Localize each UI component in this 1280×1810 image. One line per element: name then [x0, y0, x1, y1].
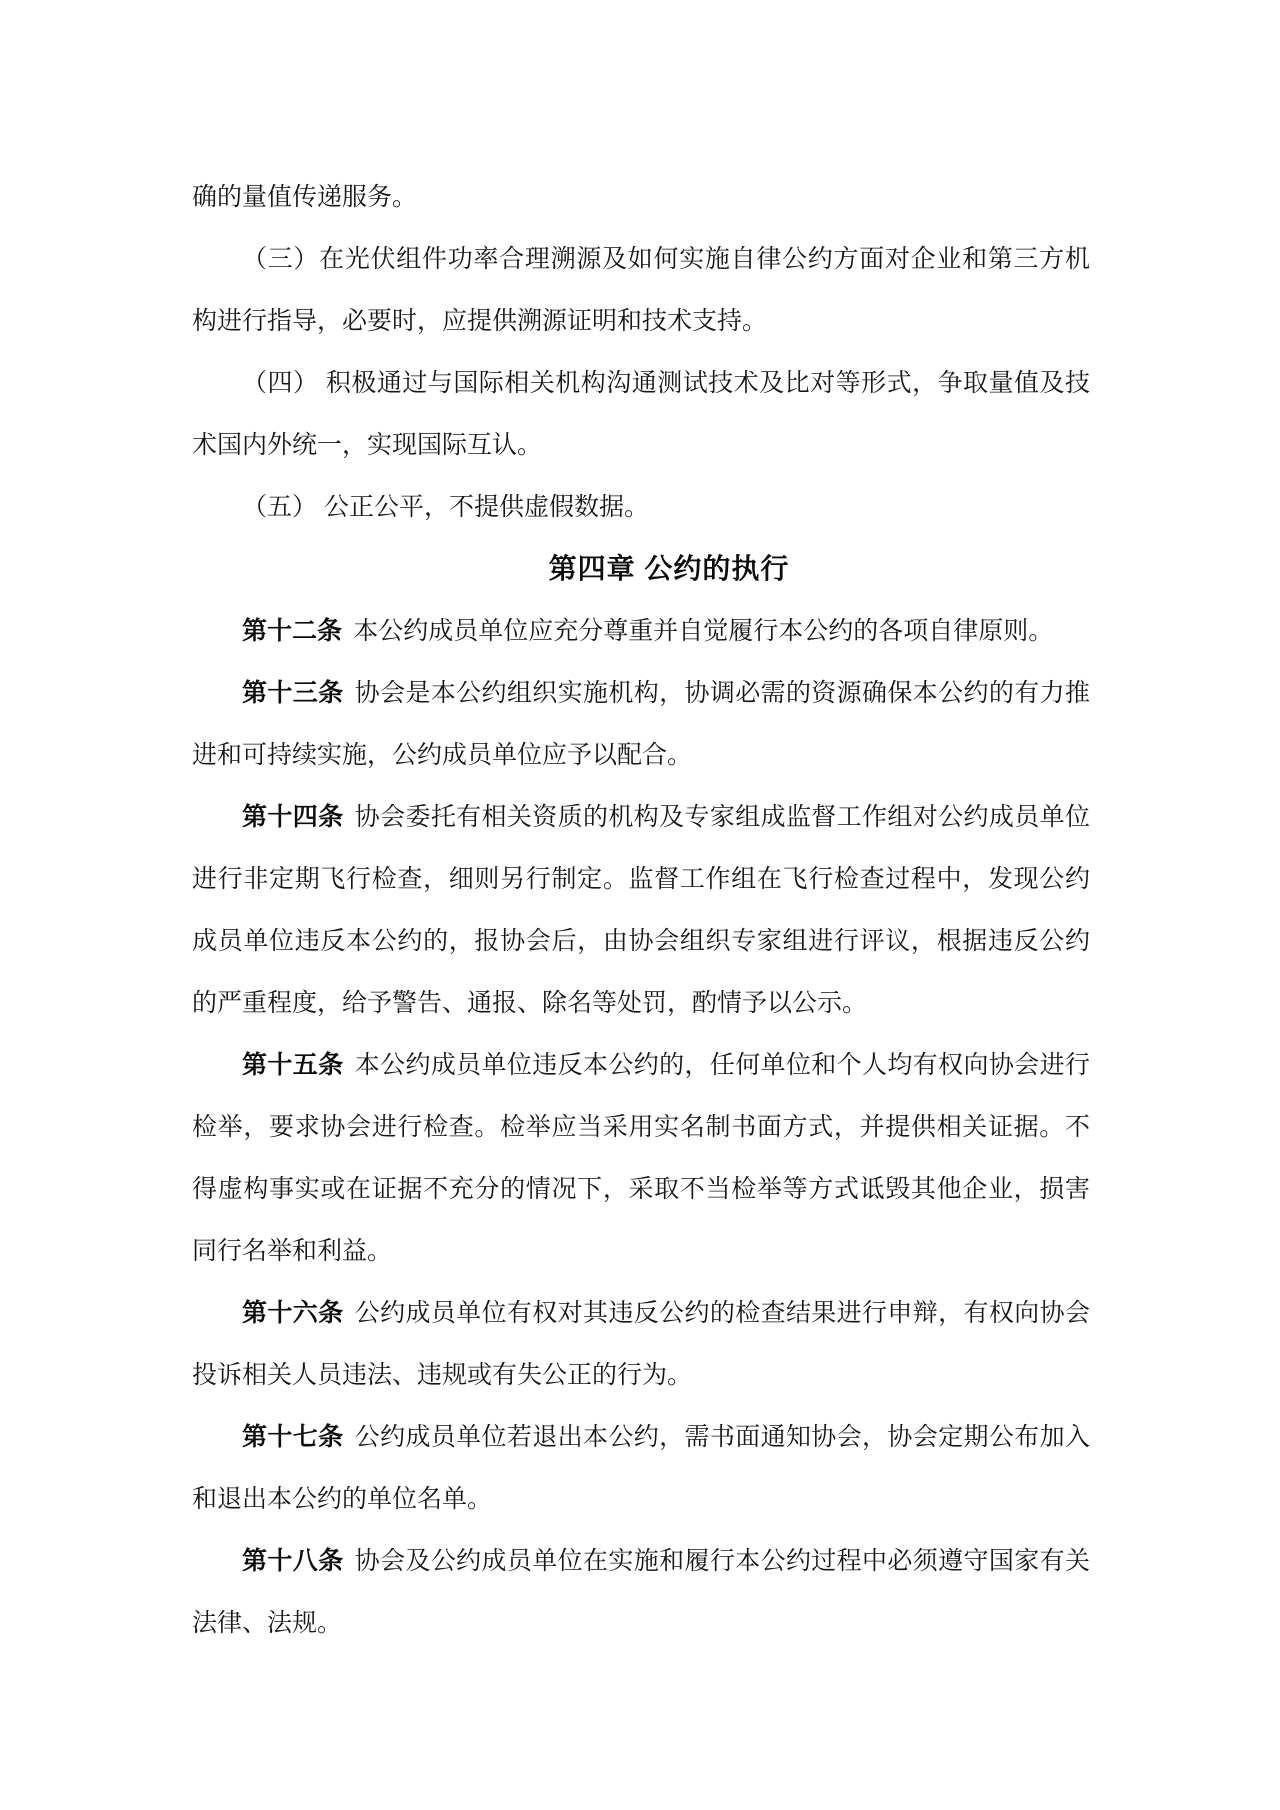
list-item-3: （三）在光伏组件功率合理溯源及如何实施自律公约方面对企业和第三方机构进行指导，必要时，应提供溯源证明和技术支持。 — [192, 245, 1090, 335]
article-12-text: 本公约成员单位应充分尊重并自觉履行本公约的各项自律原则。 — [353, 617, 1054, 645]
article-13-text: 协会是本公约组织实施机构，协调必需的资源确保本公约的有力推进和可持续实施，公约成员单位应予以配合。 — [192, 679, 1090, 769]
article-15 — [192, 1034, 1090, 1282]
article-13 — [192, 662, 1090, 786]
article-16-text: 公约成员单位有权对其违反公约的检查结果进行申辩，有权向协会投诉相关人员违法、违规或有失公正的行为。 — [192, 1299, 1090, 1389]
article-17-text: 公约成员单位若退出本公约，需书面通知协会，协会定期公布加入和退出本公约的单位名单。 — [192, 1423, 1090, 1513]
article-17-number: 第十七条 — [242, 1423, 344, 1451]
article-18-number: 第十八条 — [242, 1547, 344, 1575]
article-13-number: 第十三条 — [242, 679, 344, 707]
article-15-text: 本公约成员单位违反本公约的，任何单位和个人均有权向协会进行检举，要求协会进行检查。检举应当采用实名制书面方式，并提供相关证据。不得虚构事实或在证据不充分的情况下，采取不当检举等方式诋毁其他企业，损害同行名举和利益。 — [192, 1051, 1090, 1265]
article-18 — [192, 1530, 1090, 1654]
article-16-number: 第十六条 — [242, 1299, 344, 1327]
paragraph-continuation: 确的量值传递服务。 — [192, 183, 418, 211]
article-14 — [192, 786, 1090, 1034]
article-12 — [192, 600, 1090, 662]
list-item-4: （四） 积极通过与国际相关机构沟通测试技术及比对等形式，争取量值及技术国内外统一，实现国际互认。 — [192, 369, 1090, 459]
article-14-text: 协会委托有相关资质的机构及专家组成监督工作组对公约成员单位进行非定期飞行检查，细则另行制定。监督工作组在飞行检查过程中，发现公约成员单位违反本公约的，报协会后，由协会组织专家组进行评议，根据违反公约的严重程度，给予警告、通报、除名等处罚，酌情予以公示。 — [192, 803, 1090, 1017]
chapter-heading: 第四章 公约的执行 — [548, 553, 790, 584]
article-14-number: 第十四条 — [242, 803, 344, 831]
article-17 — [192, 1406, 1090, 1530]
article-12-number: 第十二条 — [242, 617, 343, 645]
article-16 — [192, 1282, 1090, 1406]
list-item-5: （五） 公正公平，不提供虚假数据。 — [242, 493, 649, 521]
article-18-text: 协会及公约成员单位在实施和履行本公约过程中必须遵守国家有关法律、法规。 — [192, 1547, 1090, 1637]
article-15-number: 第十五条 — [242, 1051, 344, 1079]
